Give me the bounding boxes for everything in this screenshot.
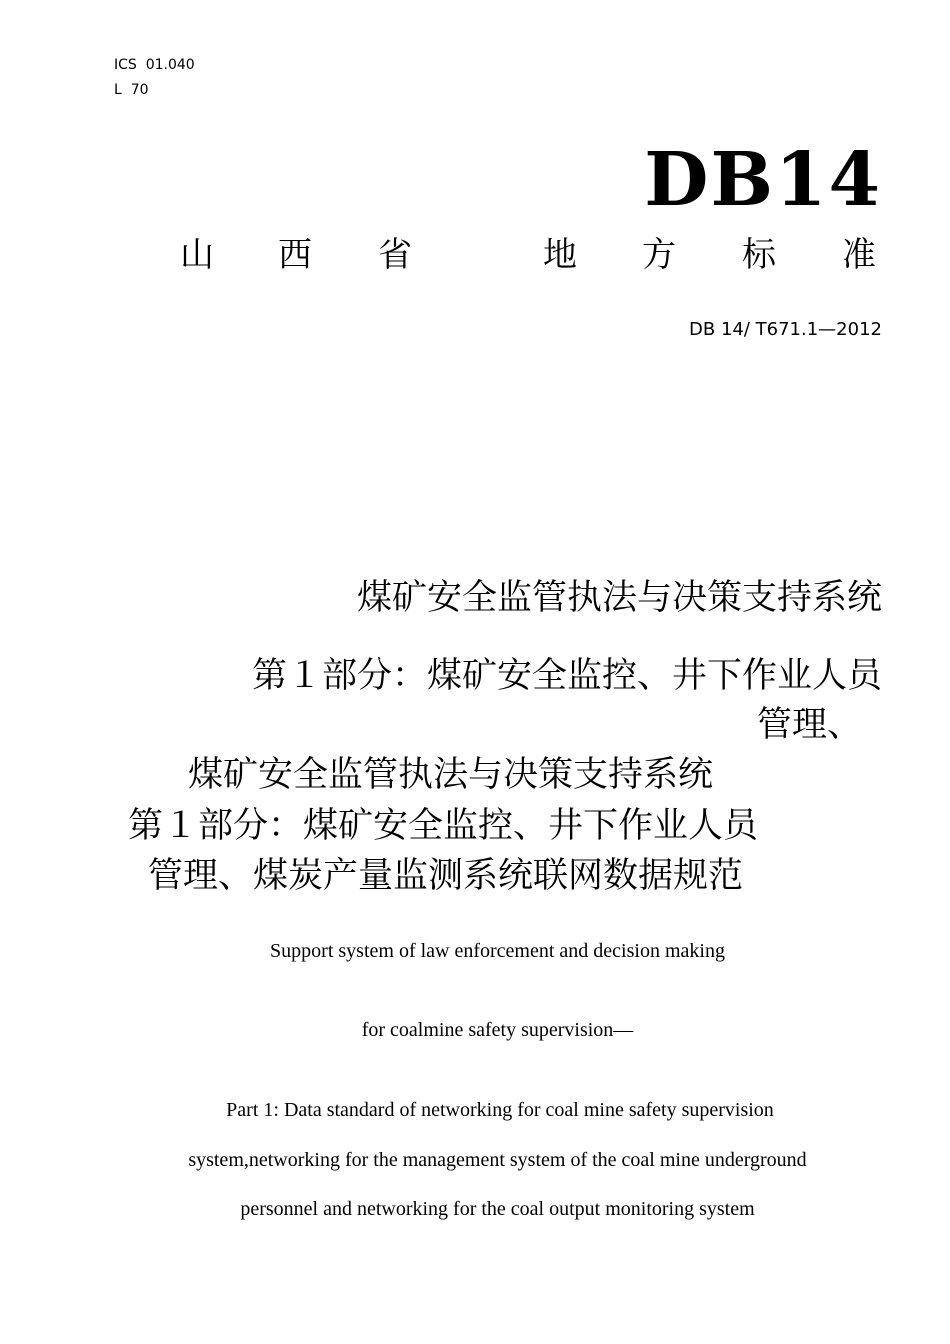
heading-char-1: 山 — [180, 235, 214, 275]
province-standard-heading — [0, 232, 950, 278]
en-title-line-2: for coalmine safety supervision— — [361, 1019, 634, 1041]
cn-title-line-5: 第１部分：煤矿安全监控、井下作业人员 — [128, 806, 759, 846]
en-title-line-4: system,networking for the management system of the coal mine underground — [188, 1149, 807, 1171]
cn-title-line-1: 煤矿安全监管执法与决策支持系统 — [356, 578, 882, 618]
en-title-line-3: Part 1: Data standard of networking for coal mine safety supervision — [226, 1099, 774, 1121]
en-title-line-1: Support system of law enforcement and decision making — [270, 940, 725, 962]
standard-number: DB 14/ T671.1—2012 — [689, 319, 882, 340]
heading-char-2: 西 — [278, 235, 312, 275]
classification-code: L 70 — [114, 82, 149, 98]
en-title-line-5: personnel and networking for the coal output monitoring system — [240, 1198, 755, 1220]
heading-char-5: 方 — [642, 235, 676, 275]
heading-char-6: 标 — [742, 235, 776, 275]
heading-char-4: 地 — [543, 235, 577, 275]
cn-title-line-4: 煤矿安全监管执法与决策支持系统 — [188, 755, 714, 795]
cn-title-line-3: 管理、 — [756, 705, 862, 745]
heading-char-3: 省 — [378, 235, 412, 275]
standard-code-logo: DB14 — [644, 137, 882, 223]
ics-code: ICS 01.040 — [114, 57, 195, 73]
cn-title-line-2: 第１部分：煤矿安全监控、井下作业人员 — [251, 656, 882, 696]
heading-char-7: 准 — [842, 235, 876, 275]
cn-title-line-6: 管理、煤炭产量监测系统联网数据规范 — [148, 856, 744, 896]
